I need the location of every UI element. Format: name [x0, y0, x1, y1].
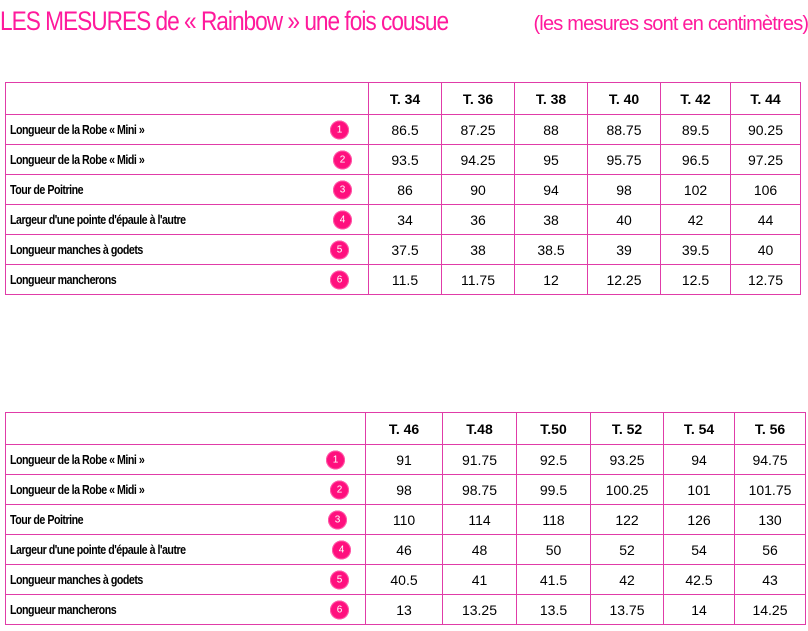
- row-label: [6, 445, 366, 475]
- table-cell: 95: [515, 145, 588, 175]
- table-cell: 14: [664, 595, 735, 625]
- table-cell: 118: [517, 505, 591, 535]
- row-label: [6, 565, 366, 595]
- table-cell: 13.25: [443, 595, 517, 625]
- table-cell: 91.75: [443, 445, 517, 475]
- table-cell: 86: [369, 175, 442, 205]
- size-header: T. 38: [515, 83, 588, 115]
- table-cell: 88.75: [588, 115, 661, 145]
- row-label-text: Longueur mancherons: [10, 272, 117, 287]
- header-corner-cell: [6, 413, 366, 445]
- table-row: [6, 265, 801, 295]
- table-cell: 42.5: [664, 565, 735, 595]
- row-label-text: Longueur mancherons: [10, 602, 117, 617]
- size-header: T. 36: [442, 83, 515, 115]
- table-cell: 90: [442, 175, 515, 205]
- row-number-badge: 4: [332, 540, 351, 559]
- size-header: T. 44: [731, 83, 801, 115]
- table-cell: 90.25: [731, 115, 801, 145]
- table-cell: 42: [661, 205, 731, 235]
- row-label: [6, 505, 366, 535]
- table-cell: 13: [366, 595, 443, 625]
- table-cell: 40: [731, 235, 801, 265]
- table-cell: 39: [588, 235, 661, 265]
- table-cell: 38: [442, 235, 515, 265]
- table-header-row: [6, 83, 801, 115]
- table-cell: 46: [366, 535, 443, 565]
- row-label-text: Longueur de la Robe « Midi »: [10, 482, 145, 497]
- size-header: T.48: [443, 413, 517, 445]
- table-cell: 54: [664, 535, 735, 565]
- table-cell: 114: [443, 505, 517, 535]
- table-cell: 102: [661, 175, 731, 205]
- page-title: [0, 6, 808, 37]
- table-cell: 13.5: [517, 595, 591, 625]
- row-label-text: Longueur manches à godets: [10, 572, 143, 587]
- row-number-badge: 1: [330, 120, 349, 139]
- table-cell: 13.75: [591, 595, 664, 625]
- table-cell: 52: [591, 535, 664, 565]
- table-cell: 43: [735, 565, 806, 595]
- row-label-text: Largeur d'une pointe d'épaule à l'autre: [10, 212, 186, 227]
- table-cell: 100.25: [591, 475, 664, 505]
- row-number-badge: 2: [333, 150, 352, 169]
- row-number-badge: 3: [328, 510, 347, 529]
- size-header: T. 56: [735, 413, 806, 445]
- row-number-badge: 6: [330, 600, 349, 619]
- row-label-text: Longueur de la Robe « Midi »: [10, 152, 145, 167]
- table-row: [6, 145, 801, 175]
- row-number-badge: 5: [330, 570, 349, 589]
- table-cell: 98: [588, 175, 661, 205]
- table-row: [6, 535, 806, 565]
- page-title-main: LES MESURES de « Rainbow » une fois cousue: [0, 6, 449, 36]
- row-label-text: Longueur de la Robe « Mini »: [10, 122, 145, 137]
- table-cell: 106: [731, 175, 801, 205]
- size-header: T. 34: [369, 83, 442, 115]
- row-label-text: Longueur de la Robe « Mini »: [10, 452, 145, 467]
- table-cell: 39.5: [661, 235, 731, 265]
- size-header: T. 46: [366, 413, 443, 445]
- row-number-badge: 5: [330, 240, 349, 259]
- table-cell: 86.5: [369, 115, 442, 145]
- table-cell: 37.5: [369, 235, 442, 265]
- table-row: [6, 445, 806, 475]
- table-cell: 122: [591, 505, 664, 535]
- size-header: T. 52: [591, 413, 664, 445]
- table-cell: 93.5: [369, 145, 442, 175]
- table-cell: 88: [515, 115, 588, 145]
- table-cell: 50: [517, 535, 591, 565]
- row-label: [6, 205, 369, 235]
- row-label-text: Tour de Poitrine: [10, 182, 84, 197]
- table-cell: 96.5: [661, 145, 731, 175]
- table-cell: 110: [366, 505, 443, 535]
- table-row: [6, 475, 806, 505]
- table-cell: 12.25: [588, 265, 661, 295]
- table-cell: 48: [443, 535, 517, 565]
- table-cell: 92.5: [517, 445, 591, 475]
- row-label: [6, 175, 369, 205]
- row-label: [6, 115, 369, 145]
- table-cell: 11.5: [369, 265, 442, 295]
- size-table-2: [5, 412, 806, 625]
- table-cell: 42: [591, 565, 664, 595]
- row-number-badge: 4: [333, 210, 352, 229]
- table-row: [6, 565, 806, 595]
- size-header: T. 40: [588, 83, 661, 115]
- size-header: T.50: [517, 413, 591, 445]
- table-cell: 41: [443, 565, 517, 595]
- table-cell: 97.25: [731, 145, 801, 175]
- table-cell: 126: [664, 505, 735, 535]
- row-label: [6, 145, 369, 175]
- table-cell: 14.25: [735, 595, 806, 625]
- table-cell: 93.25: [591, 445, 664, 475]
- table-row: [6, 595, 806, 625]
- table-cell: 38: [515, 205, 588, 235]
- table-cell: 98: [366, 475, 443, 505]
- table-cell: 87.25: [442, 115, 515, 145]
- table-cell: 94: [664, 445, 735, 475]
- row-label-text: Largeur d'une pointe d'épaule à l'autre: [10, 542, 186, 557]
- row-label: [6, 475, 366, 505]
- table-row: [6, 205, 801, 235]
- row-label: [6, 595, 366, 625]
- row-number-badge: 2: [330, 480, 349, 499]
- table-cell: 99.5: [517, 475, 591, 505]
- size-header: T. 42: [661, 83, 731, 115]
- table-row: [6, 115, 801, 145]
- table-cell: 11.75: [442, 265, 515, 295]
- table-cell: 101.75: [735, 475, 806, 505]
- row-label: [6, 235, 369, 265]
- row-label-text: Tour de Poitrine: [10, 512, 84, 527]
- table-cell: 101: [664, 475, 735, 505]
- row-label-text: Longueur manches à godets: [10, 242, 143, 257]
- table-cell: 95.75: [588, 145, 661, 175]
- table-cell: 89.5: [661, 115, 731, 145]
- size-table-1: [5, 82, 801, 295]
- table-cell: 94: [515, 175, 588, 205]
- table-cell: 94.25: [442, 145, 515, 175]
- row-number-badge: 6: [330, 270, 349, 289]
- page-title-subtitle: (les mesures sont en centimètres): [533, 13, 808, 35]
- table-cell: 44: [731, 205, 801, 235]
- table-cell: 40: [588, 205, 661, 235]
- table-row: [6, 505, 806, 535]
- table-cell: 91: [366, 445, 443, 475]
- table-cell: 12.5: [661, 265, 731, 295]
- row-number-badge: 3: [333, 180, 352, 199]
- header-corner-cell: [6, 83, 369, 115]
- table-cell: 12: [515, 265, 588, 295]
- table-cell: 98.75: [443, 475, 517, 505]
- table-cell: 40.5: [366, 565, 443, 595]
- size-header: T. 54: [664, 413, 735, 445]
- row-label: [6, 535, 366, 565]
- row-number-badge: 1: [326, 450, 345, 469]
- table-cell: 12.75: [731, 265, 801, 295]
- table-cell: 38.5: [515, 235, 588, 265]
- table-cell: 36: [442, 205, 515, 235]
- table-row: [6, 175, 801, 205]
- table-header-row: [6, 413, 806, 445]
- table-cell: 56: [735, 535, 806, 565]
- table-cell: 94.75: [735, 445, 806, 475]
- table-cell: 34: [369, 205, 442, 235]
- table-cell: 130: [735, 505, 806, 535]
- table-cell: 41.5: [517, 565, 591, 595]
- table-row: [6, 235, 801, 265]
- row-label: [6, 265, 369, 295]
